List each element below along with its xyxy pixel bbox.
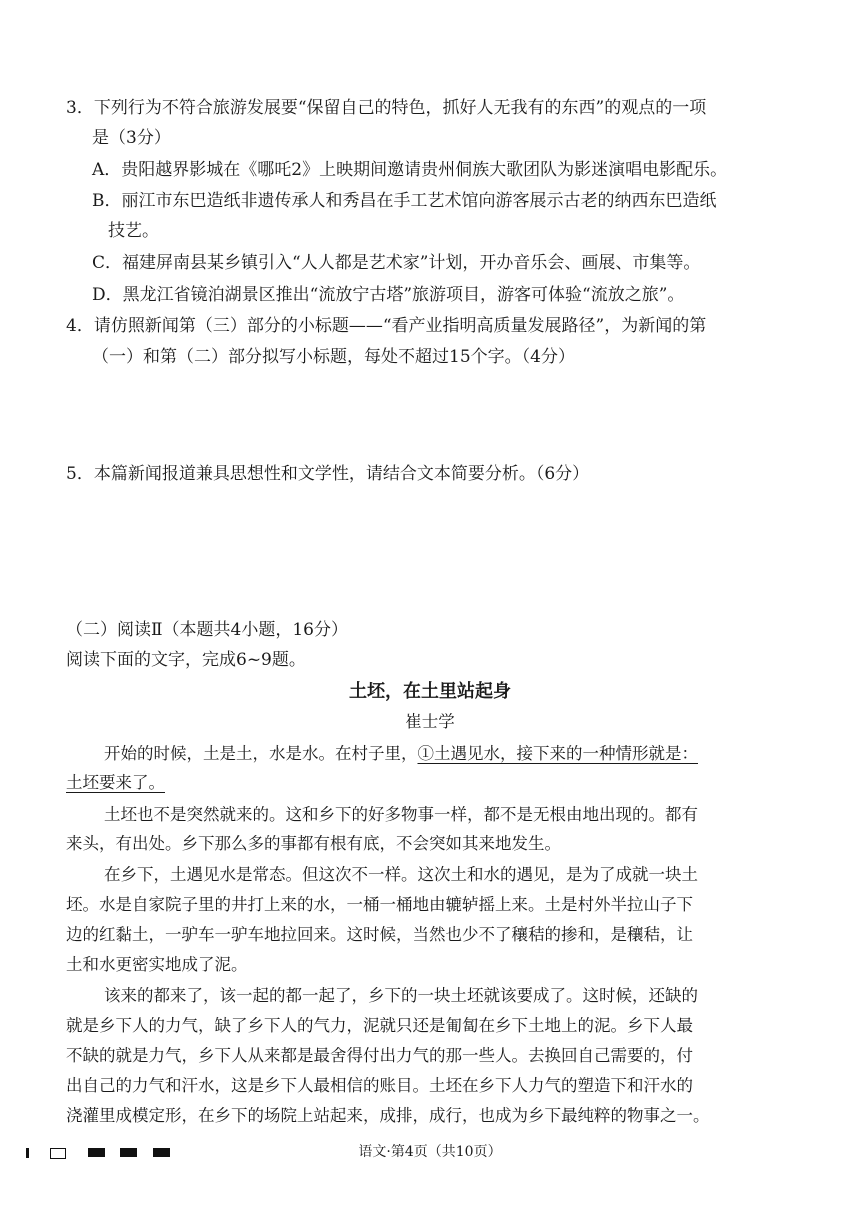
para3-line2: 坯。水是自家院子里的井打上来的水，一桶一桶地由辘轳摇上来。土是村外半拉山子下: [66, 895, 693, 914]
para4-line4: 出自己的力气和汗水，这是乡下人最相信的账目。土坯在乡下人力气的塑造下和汗水的: [66, 1076, 693, 1095]
para1-underlined-sentence: ①土遇见水，接下来的一种情形就是：: [417, 744, 698, 763]
para3-line3: 边的红黏土，一驴车一驴车地拉回来。这时候，当然也少不了穰秸的掺和，是穰秸，让: [66, 925, 693, 944]
q3-option-b-line2: 技艺。: [108, 221, 159, 241]
q3-stem-line2: 是（3分）: [92, 128, 171, 148]
para2-line2: 来头，有出处。乡下那么多的事都有根有底，不会突如其来地发生。: [66, 834, 561, 853]
q4-line1: 4．请仿照新闻第（三）部分的小标题——“看产业指明高质量发展路径”，为新闻的第: [66, 316, 707, 336]
q5-line1: 5．本篇新闻报道兼具思想性和文学性，请结合文本简要分析。（6分）: [66, 464, 590, 484]
q3-option-b-line1: B．丽江市东巴造纸非遗传承人和秀昌在手工艺术馆向游客展示古老的纳西东巴造纸: [92, 191, 717, 211]
para1-underlined-continuation: 土坯要来了。: [66, 773, 165, 792]
para4-line1: 该来的都来了，该一起的都一起了，乡下的一块土坯就该要成了。这时候，还缺的: [104, 986, 698, 1005]
para3-line4: 土和水更密实地成了泥。: [66, 955, 248, 974]
para1-line2: [66, 771, 165, 795]
q3-option-d: D．黑龙江省镜泊湖景区推出“流放宁古塔”旅游项目，游客可体验“流放之旅”。: [92, 285, 685, 305]
section2-instruction: 阅读下面的文字，完成6~9题。: [66, 650, 306, 670]
q3-stem-line1: 3．下列行为不符合旅游发展要“保留自己的特色，抓好人无我有的东西”的观点的一项: [66, 98, 707, 118]
para1-line1-text: 开始的时候，土是土，水是水。在村子里，: [104, 744, 418, 763]
section2-heading: （二）阅读Ⅱ（本题共4小题，16分）: [66, 620, 349, 640]
para4-line5: 浇灌里成模定形，在乡下的场院上站起来，成排，成行，也成为乡下最纯粹的物事之一。: [66, 1106, 710, 1125]
para4-line3: 不缺的就是力气，乡下人从来都是最舍得付出力气的那一些人。去换回自己需要的，付: [66, 1046, 693, 1065]
para2-line1: 土坯也不是突然就来的。这和乡下的好多物事一样，都不是无根由地出现的。都有: [104, 805, 698, 824]
q3-option-a: A．贵阳越界影城在《哪吒2》上映期间邀请贵州侗族大歌团队为影迷演唱电影配乐。: [92, 160, 728, 180]
q4-line2: （一）和第（二）部分拟写小标题，每处不超过15个字。（4分）: [92, 347, 575, 367]
q3-option-c: C．福建屏南县某乡镇引入“人人都是艺术家”计划，开办音乐会、画展、市集等。: [92, 253, 701, 273]
para4-line2: 就是乡下人的力气，缺了乡下人的气力，泥就只还是匍匐在乡下土地上的泥。乡下人最: [66, 1016, 693, 1035]
article-title: 土坯，在土里站起身: [349, 681, 511, 702]
page-footer: [0, 1140, 860, 1164]
para1-line1: [104, 742, 698, 766]
page-number: 语文·第4页（共10页）: [358, 1144, 502, 1160]
para3-line1: 在乡下，土遇见水是常态。但这次不一样。这次土和水的遇见，是为了成就一块土: [104, 865, 698, 884]
article-author: 崔士学: [405, 712, 455, 731]
